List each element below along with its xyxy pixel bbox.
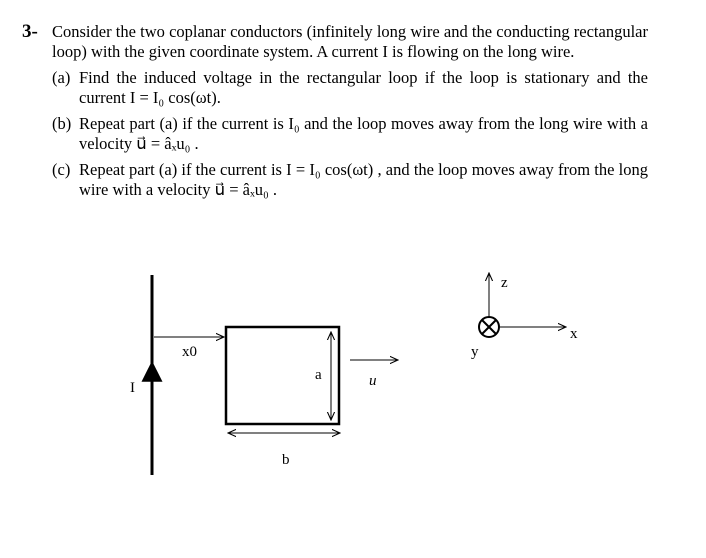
part-c-text: Repeat part (a) if the current is I = I₀ cos(ωt) , and the loop moves away from the long wire with a velocity u⃗ = âₓu₀ .	[79, 160, 648, 199]
y-axis-label: y	[471, 344, 479, 360]
side-a-label: a	[315, 367, 322, 383]
z-axis-label: z	[501, 275, 508, 291]
part-a-label: (a)	[52, 68, 71, 87]
part-b-text: Repeat part (a) if the current is I₀ and the loop moves away from the long wire with a velocity u⃗ = âₓu₀ .	[79, 114, 648, 153]
part-c-label: (c)	[52, 160, 71, 179]
problem-number: 3-	[22, 21, 38, 42]
velocity-label: u⃗	[369, 373, 389, 389]
side-b-label: b	[282, 452, 290, 468]
part-b-label: (b)	[52, 114, 72, 133]
part-a-text: Find the induced voltage in the rectangular loop if the loop is stationary and the current I = I₀ cos(ωt).	[79, 68, 648, 107]
problem-intro: Consider the two coplanar conductors (infinitely long wire and the conducting rectangular loop) with the given coordinate system. A current I is flowing on the long wire.	[52, 22, 648, 61]
current-label: I	[130, 380, 135, 396]
x0-label: x0	[182, 344, 197, 360]
rectangular-loop	[226, 327, 339, 424]
x-axis-label: x	[570, 326, 578, 342]
y-axis-into-page-icon	[479, 317, 499, 337]
